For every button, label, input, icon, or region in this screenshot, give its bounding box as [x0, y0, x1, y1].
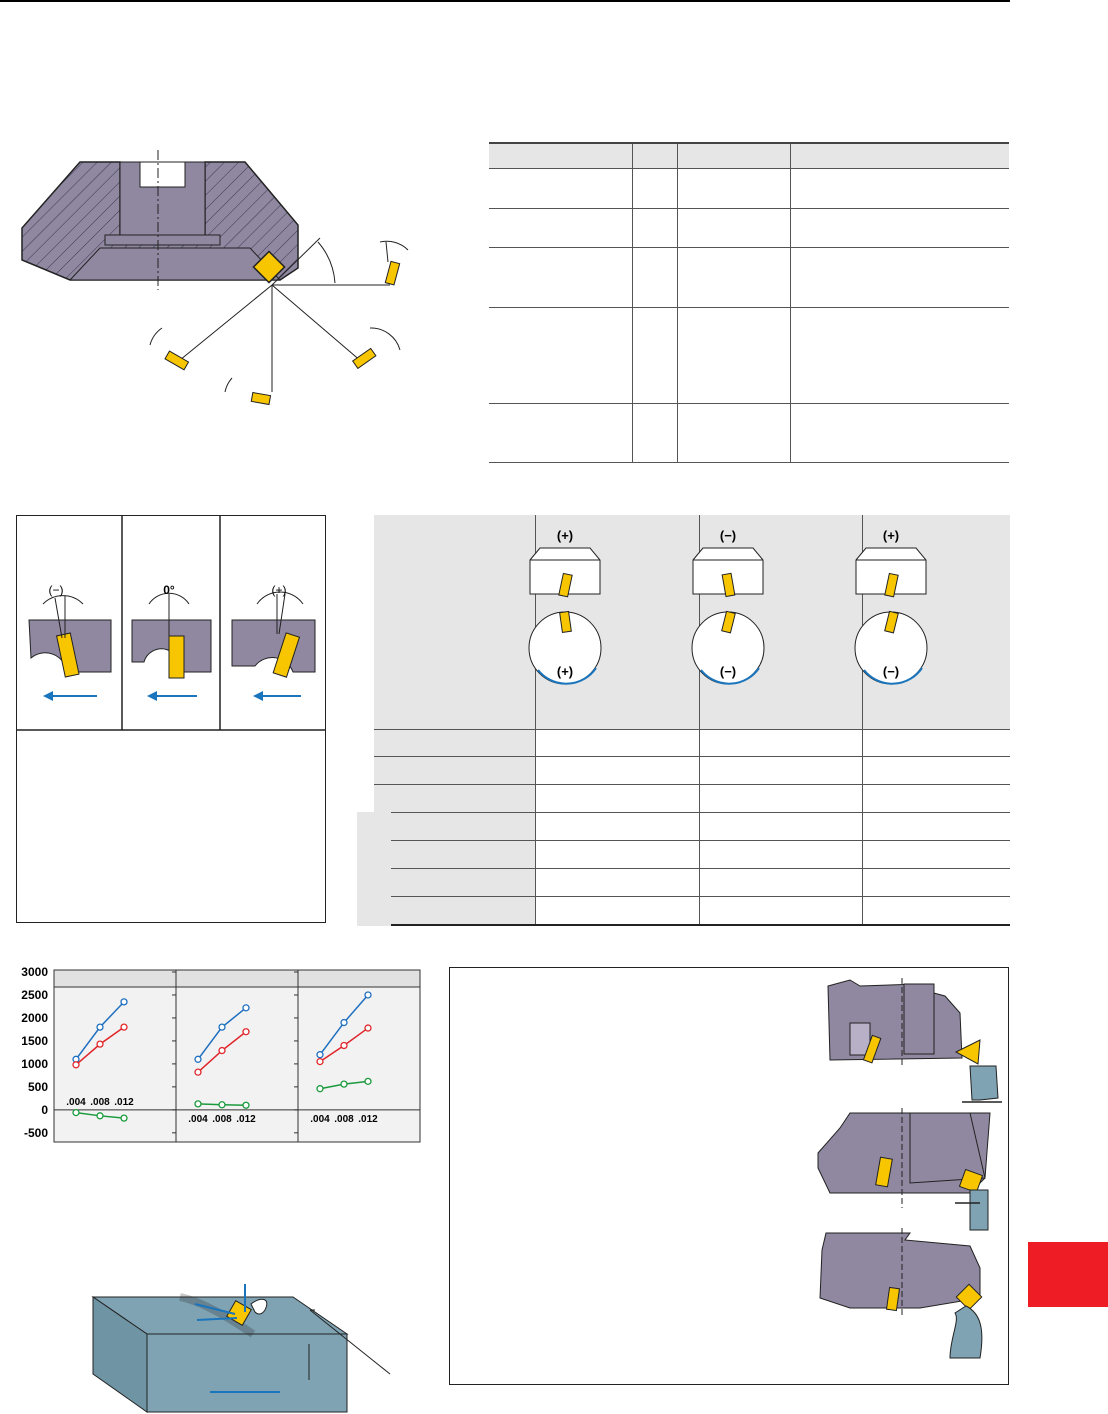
col1-top-label: (+) [556, 528, 574, 543]
data-point [219, 1102, 225, 1108]
data-point [97, 1041, 103, 1047]
data-point [121, 999, 127, 1005]
data-point [365, 1025, 371, 1031]
data-point [243, 1029, 249, 1035]
y-tick-label: 1000 [21, 1056, 48, 1071]
cutting-force-chart [0, 960, 430, 1150]
rake-angle-box [16, 515, 326, 923]
data-point [121, 1115, 127, 1121]
x-tick-label: .012 [236, 1113, 256, 1125]
header-col-3 [855, 528, 927, 684]
x-tick-label: .012 [114, 1096, 134, 1108]
x-tick-label: .012 [358, 1113, 378, 1125]
data-point [341, 1043, 347, 1049]
y-tick-label: 0 [41, 1102, 48, 1117]
rake-header-icons [518, 520, 1008, 710]
y-tick-label: 2500 [21, 987, 48, 1002]
col2-bottom-label: (−) [719, 664, 737, 679]
x-tick-label: .008 [90, 1096, 110, 1108]
y-tick-label: 1500 [21, 1033, 48, 1048]
y-tick-label: -500 [23, 1125, 48, 1140]
rake-label-negative: (−) [48, 583, 64, 597]
header-col-2 [692, 528, 764, 684]
col3-bottom-label: (−) [882, 664, 900, 679]
approach-angle-diagram [10, 150, 440, 430]
x-tick-label: .008 [334, 1113, 354, 1125]
rake-panels [17, 516, 325, 732]
tool-1 [828, 978, 1002, 1102]
workpiece-illustration [85, 1282, 405, 1414]
data-point [73, 1062, 79, 1068]
data-point [97, 1024, 103, 1030]
data-point [97, 1113, 103, 1119]
data-point [243, 1102, 249, 1108]
data-point [317, 1059, 323, 1065]
data-point [365, 992, 371, 998]
col1-bottom-label: (+) [556, 664, 574, 679]
tool-application-box [449, 967, 1009, 1385]
rake-label-positive: (+) [271, 583, 287, 597]
col3-top-label: (+) [882, 528, 900, 543]
y-tick-label: 3000 [21, 965, 48, 979]
col2-top-label: (−) [719, 528, 737, 543]
top-rule [0, 0, 1010, 2]
tool-illustrations [450, 968, 1008, 1384]
x-tick-label: .004 [310, 1113, 330, 1125]
tool-3 [820, 1228, 982, 1358]
data-point [121, 1024, 127, 1030]
data-point [73, 1110, 79, 1116]
x-tick-label: .004 [66, 1096, 86, 1108]
x-tick-label: .008 [212, 1113, 232, 1125]
rake-label-zero: 0° [163, 583, 175, 597]
data-point [219, 1048, 225, 1054]
data-point [195, 1069, 201, 1075]
y-tick-label: 500 [27, 1079, 48, 1094]
data-point [317, 1086, 323, 1092]
data-point [195, 1056, 201, 1062]
data-point [341, 1081, 347, 1087]
data-point [219, 1024, 225, 1030]
data-point [365, 1078, 371, 1084]
section-tab [1028, 1242, 1108, 1307]
data-point [317, 1052, 323, 1058]
tool-2 [818, 1108, 990, 1230]
header-col-1 [529, 528, 601, 684]
y-tick-label: 2000 [21, 1010, 48, 1025]
panel-header-band [54, 970, 420, 987]
data-point [243, 1005, 249, 1011]
data-point [341, 1020, 347, 1026]
x-tick-label: .004 [188, 1113, 208, 1125]
spec-table [489, 142, 1009, 463]
data-point [195, 1101, 201, 1107]
